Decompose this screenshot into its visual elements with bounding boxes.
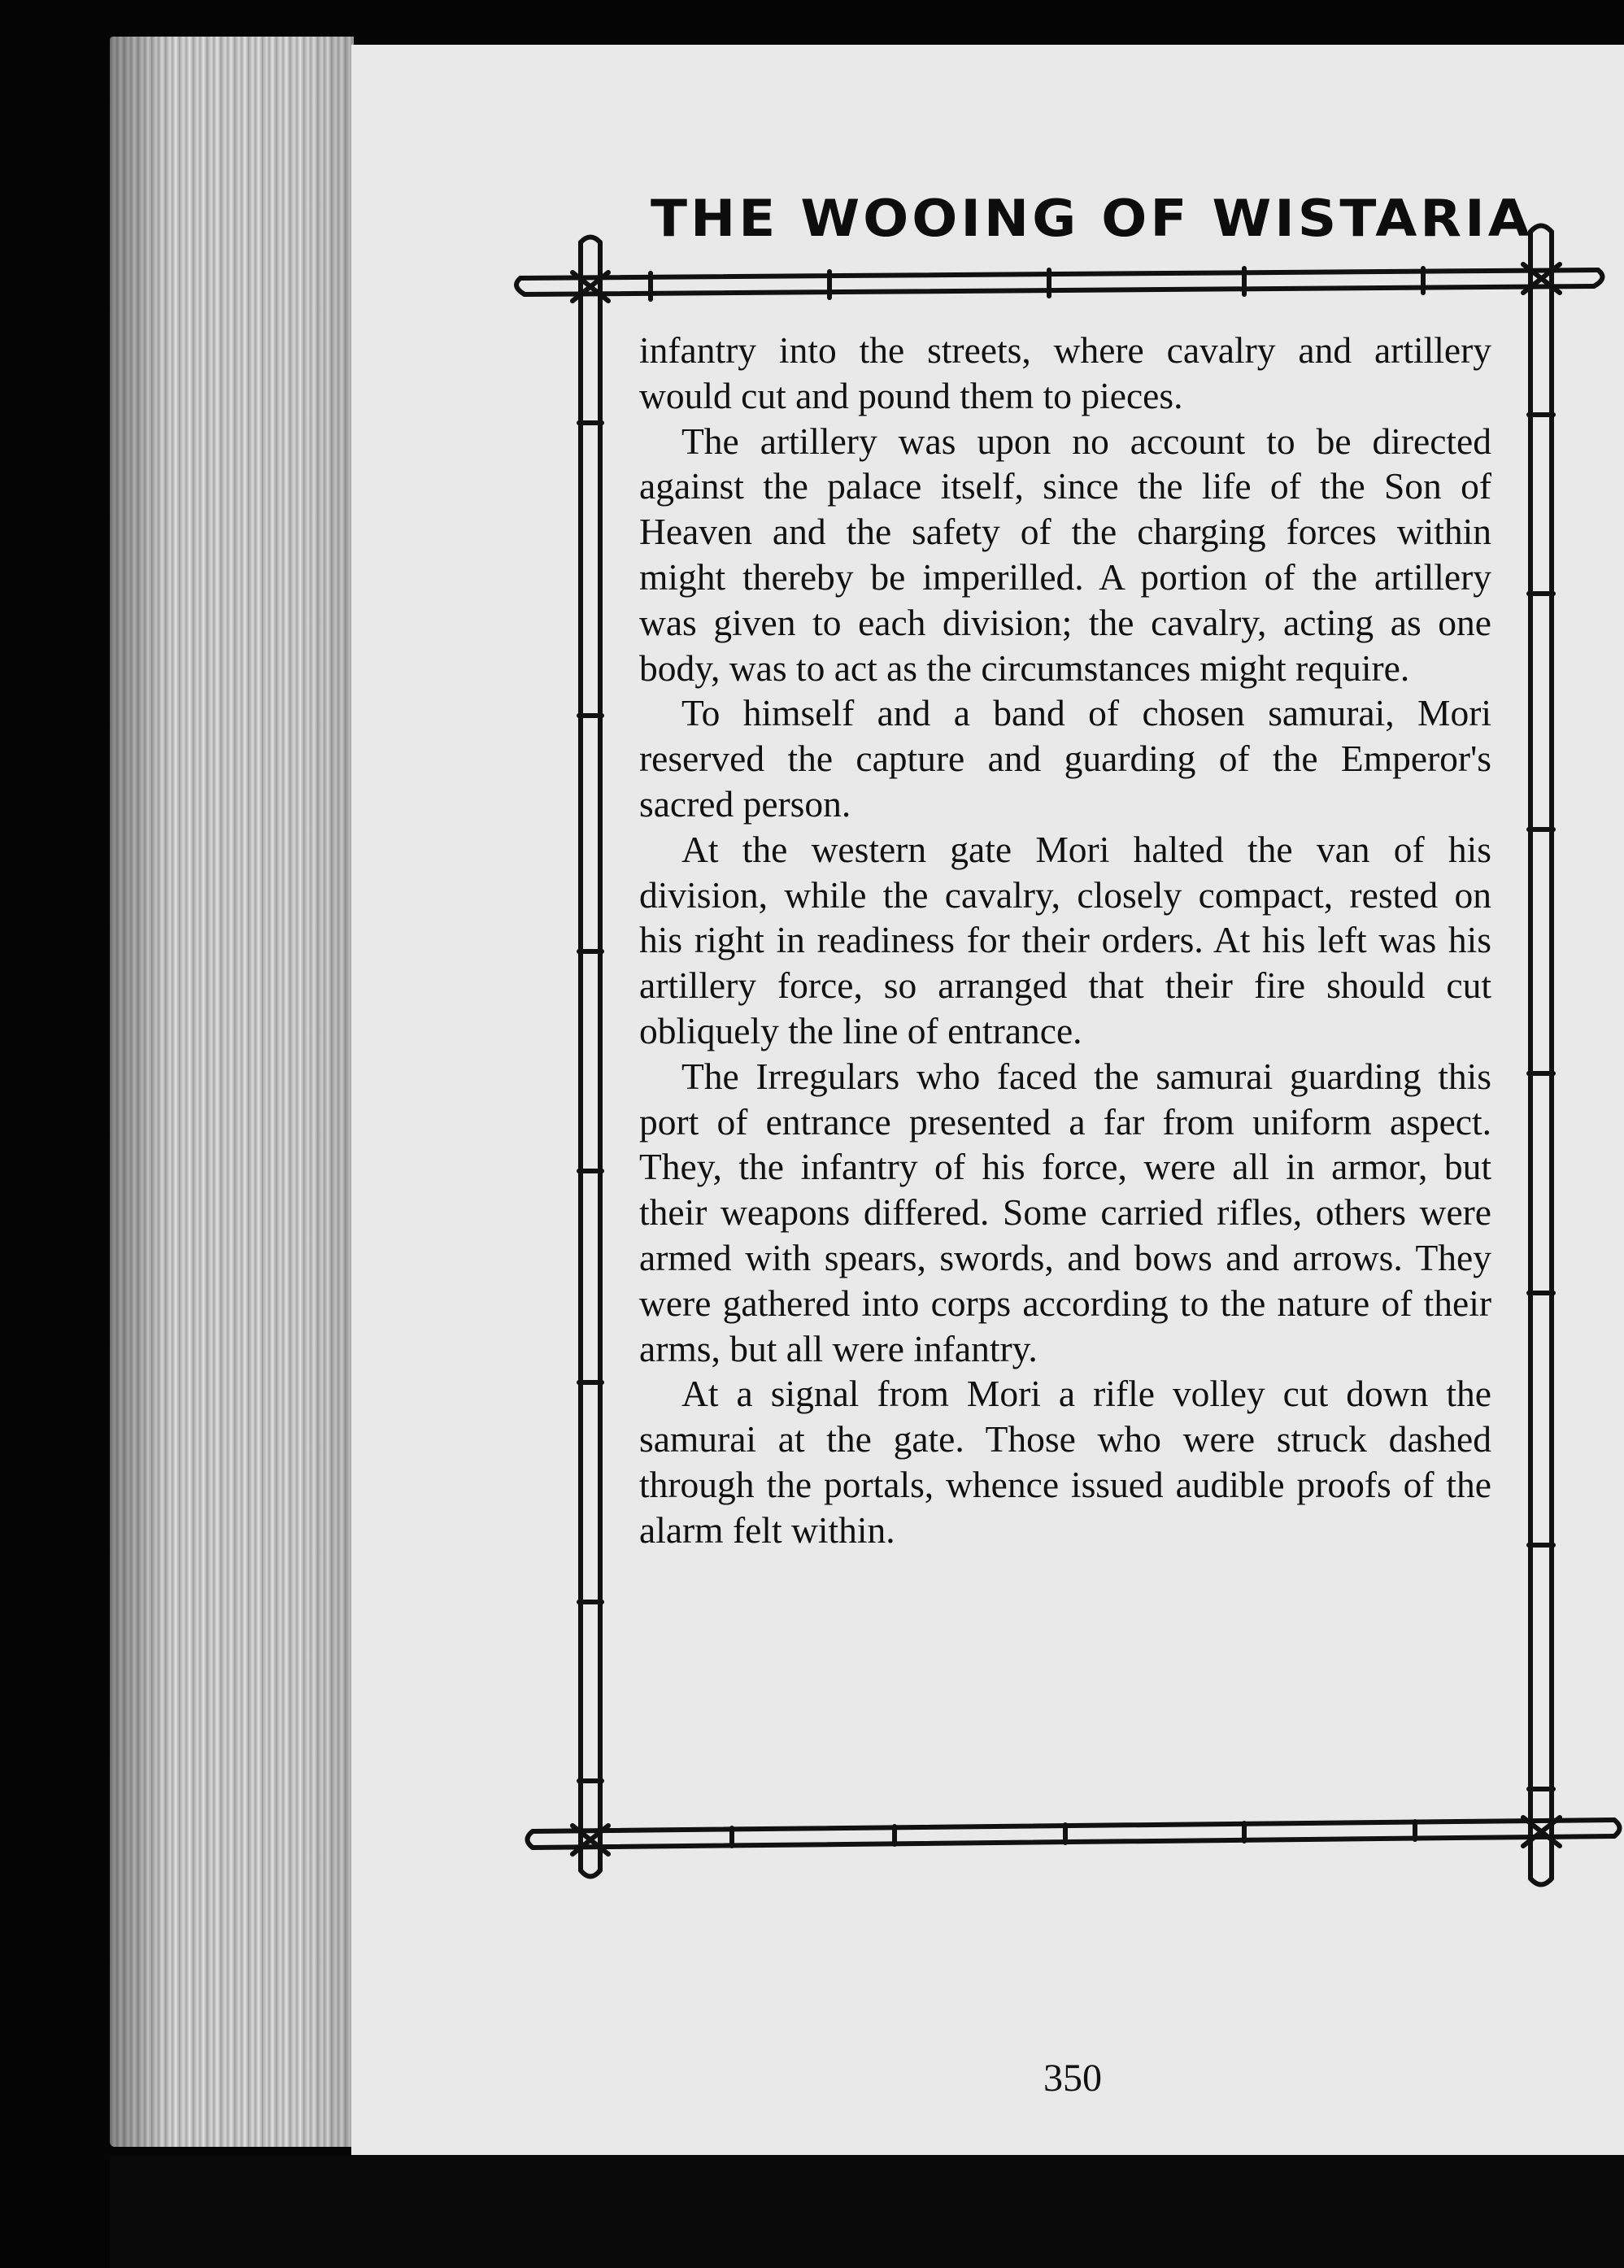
page-number: 350 [1043, 2057, 1102, 2100]
paragraph: infantry into the streets, where cavalry and artillery would cut and pound them to pieces. [639, 329, 1491, 416]
paragraph: To himself and a band of chosen samurai, Mori reserved the capture and guarding of the Emperor's sacred person. [639, 692, 1491, 825]
paragraph: The artillery was upon no account to be directed against the palace itself, since the life of the Son of Heaven and the safety of the charging forces within might thereby be imperilled. A portion of the artillery was given to each division; the cavalry, acting as one body, was to act as the circumstances might require. [639, 420, 1491, 689]
paragraph: At the western gate Mori halted the van of his division, while the cavalry, closely compact, rested on his right in readiness for their orders. At his left was his artillery force, so arranged that their fire should cut obliquely the line of entrance. [639, 828, 1491, 1051]
running-head: THE WOOING OF WISTARIA [651, 189, 1533, 249]
paragraph: The Irregulars who faced the samurai guarding this port of entrance presented a far from uniform aspect. They, the infantry of his force, were all in armor, but their weapons differed. Some carried rifles, others were armed with spears, swords, and bows and arrows. They were gathered into corps according to the nature of their arms, but all were infantry. [639, 1055, 1491, 1369]
body-text [639, 328, 1491, 1553]
paragraph: At a signal from Mori a rifle volley cut down the samurai at the gate. Those who were struck dashed through the portals, whence issued audible proofs of the alarm felt within. [639, 1373, 1491, 1551]
